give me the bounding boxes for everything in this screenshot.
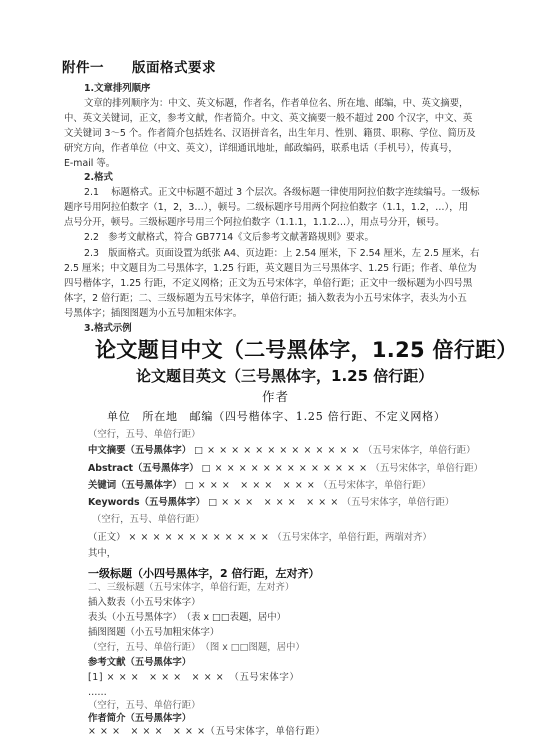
abstract-en-body: □ × × × × × × × × × × × × × [201,463,368,474]
keywords-en-note: （五号宋体字，单倍行距） [341,497,455,508]
s1-line-1: 文章的排列顺序为：中文、英文标题，作者名，作者单位名、所在地、邮编，中、英文摘要， [84,98,469,109]
s1-line-5: E-mail 等。 [64,158,116,169]
author-bio-label: 作者简介（五号黑体字） [88,713,192,724]
sample-en-title: 论文题目英文（三号黑体字，1.25 倍行距） [136,367,434,385]
s2-line-7: 四号楷体字，1.25 行距，不定义网格；正文为五号宋体字，单倍行距；正文中一级标题为小四号黑 [64,278,473,289]
level-1-heading-sample: 一级标题（小四号黑体字，2 倍行距，左对齐） [88,567,320,580]
keywords-en-label: Keywords（五号黑体字） [88,497,206,508]
abstract-cn-note: （五号宋体字，单倍行距） [363,445,476,456]
sample-affiliation: 单位 所在地 邮编（四号楷体字、1.25 倍行距、不定义网格） [107,410,446,423]
s2-line-5: 2.3 版面格式。页面设置为纸张 A4、页边距：上 2.54 厘米，下 2.54 厘米，左 2.5 厘米，右 [84,248,480,259]
s2-line-1: 2.1 标题格式。正文中标题不超过 3 个层次。各级标题一律使用阿拉伯数字连续编号。一级标 [84,187,480,198]
insert-table-note: 插入数表（小五号宋体字） [88,597,201,608]
s2-line-9: 号黑体字；插图图题为小五号加粗宋体字。 [64,308,243,319]
abstract-en-note: （五号宋体字，单倍行距） [370,463,484,474]
body-text-note: （五号宋体字，单倍行距，两端对齐） [272,532,432,543]
sample-cn-title: 论文题目中文（二号黑体字，1.25 倍行距） [95,338,518,362]
s2-line-4: 2.2 参考文献格式，符合 GB7714《文后参考文献著路规则》要求。 [84,232,374,243]
table-head-note: 表头（小五号黑体字） （表 x □□表题，居中） [88,612,286,623]
s1-line-4: 研究方向，作者单位（中文、英文），详细通讯地址，邮政编码，联系电话（手机号），传真号， [64,143,458,154]
figure-title-note: 插图图题（小五号加粗宋体字） [88,627,220,638]
author-bio-item: × × × × × × × × ×（五号宋体字，单倍行距） [88,726,326,737]
keywords-cn-note: （五号宋体字，单倍行距） [318,480,431,491]
attachment-heading: 附件一 版面格式要求 [62,60,216,76]
body-text-body: × × × × × × × × × × × × [128,532,270,543]
abstract-cn-row [88,445,476,457]
qizhong-text: 其中， [88,548,117,559]
s2-line-3: 点号分开，顿号。三级标题序号用三个阿拉伯数字（1.1.1，1.1.2…），用点号分开，顿号。 [64,217,445,228]
abstract-cn-label: 中文摘要（五号黑体字） [88,445,192,456]
ellipsis: …… [88,687,107,698]
section-2-title: 2.格式 [84,172,113,183]
body-text-label: （正文） [88,532,126,543]
s2-line-2: 题序号用阿拉伯数字（1，2，3…），顿号。二级标题序号用两个阿拉伯数字（1.1，1.2，…），用 [64,202,468,213]
references-label: 参考文献（五号黑体字） [88,657,192,668]
keywords-cn-body: □ × × × × × × × × × [184,480,316,491]
abstract-cn-body: □ × × × × × × × × × × × × × [194,445,361,456]
s1-line-3: 文关键词 3～5 个。作者简介包括姓名、汉语拼音名，出生年月、性别、籍贯、职称、学位、简历及 [64,128,476,139]
blank-line-note-2: （空行，五号、单倍行距） [92,514,205,525]
keywords-cn-label: 关键词（五号黑体字） [88,480,182,491]
s1-line-2: 中、英文关键词，正文，参考文献，作者简介。中文、英文摘要一般不超过 200 个汉字，中文、英 [64,113,473,124]
s2-line-8: 体字，2 倍行距；二、三级标题为五号宋体字，单倍行距；插入数表为小五号宋体字，表头为小五 [64,293,467,304]
section-1-title: 1.文章排列顺序 [84,83,151,94]
keywords-en-body: □ × × × × × × × × × [208,497,339,508]
body-text-row [88,532,432,544]
keywords-cn-row [88,480,431,492]
abstract-en-label: Abstract（五号黑体字） [88,463,199,474]
blank-line-note-3: （空行，五号、单倍行距） [88,700,201,711]
section-3-title: 3.格式示例 [84,323,132,334]
level-2-heading-sample: 二、三级标题（五号宋体字，单倍行距，左对齐） [88,582,295,593]
figure-caption-note: （空行，五号、单倍行距） （图 x □□图题，居中） [88,642,305,653]
keywords-en-row [88,497,454,509]
sample-author: 作者 [262,389,290,404]
s2-line-6: 2.5 厘米；中文题目为二号黑体字，1.25 行距，英文题目为三号黑体字、1.25 行距；作者、单位为 [64,263,477,274]
reference-item: [1] × × × × × × × × × （五号宋体字） [88,672,300,683]
abstract-en-row [88,463,483,475]
blank-line-note-1: （空行，五号、单倍行距） [88,429,201,440]
